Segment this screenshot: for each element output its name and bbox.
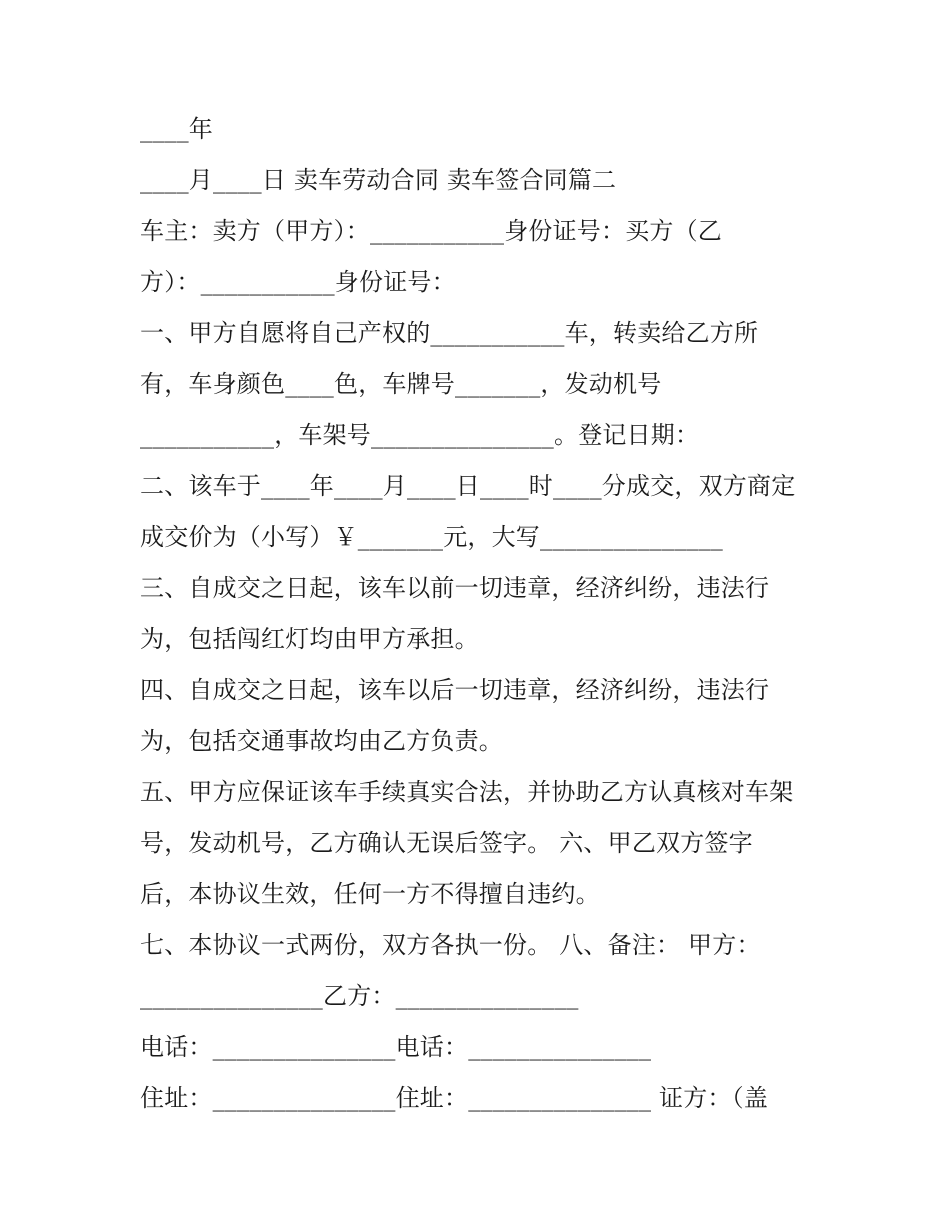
text-line-clause-1: 一、甲方自愿将自己产权的___________车，转卖给乙方所: [140, 319, 759, 347]
text-line-clause-3-cont: 为，包括闯红灯均由甲方承担。: [140, 625, 479, 653]
text-line-buyer: 方）：___________身份证号：: [140, 268, 456, 296]
text-line-clause-4-cont: 为，包括交通事故均由乙方负责。: [140, 727, 503, 755]
text-line-year: ____年: [140, 115, 213, 143]
text-line-signatures: _______________乙方：_______________: [140, 982, 579, 1010]
text-line-clause-6-cont: 后，本协议生效，任何一方不得擅自违约。: [140, 880, 600, 908]
text-line-phones: 电话：_______________电话：_______________: [140, 1033, 652, 1061]
text-line-clause-3: 三、自成交之日起，该车以前一切违章，经济纠纷，违法行: [140, 574, 770, 602]
text-line-clause-5-cont: 号，发动机号，乙方确认无误后签字。 六、甲乙双方签字: [140, 829, 753, 857]
text-line-seller: 车主：卖方（甲方）：___________身份证号：买方（乙: [140, 217, 722, 245]
text-line-clause-4: 四、自成交之日起，该车以后一切违章，经济纠纷，违法行: [140, 676, 770, 704]
text-line-clause-7: 七、本协议一式两份，双方各执一份。 八、备注： 甲方：: [140, 931, 761, 959]
text-line-clause-5: 五、甲方应保证该车手续真实合法，并协助乙方认真核对车架: [140, 778, 794, 806]
text-line-title: ____月____日 卖车劳动合同 卖车签合同篇二: [140, 166, 617, 194]
text-line-clause-1-cont2: ___________，车架号_______________。登记日期：: [140, 421, 700, 449]
text-line-addresses: 住址：_______________住址：_______________ 证方：（盖: [140, 1084, 769, 1112]
text-line-clause-1-cont: 有，车身颜色____色，车牌号_______，发动机号: [140, 370, 662, 398]
text-line-clause-2: 二、该车于____年____月____日____时____分成交，双方商定: [140, 472, 796, 500]
text-line-clause-2-price: 成交价为（小写）￥_______元，大写_______________: [140, 523, 723, 551]
